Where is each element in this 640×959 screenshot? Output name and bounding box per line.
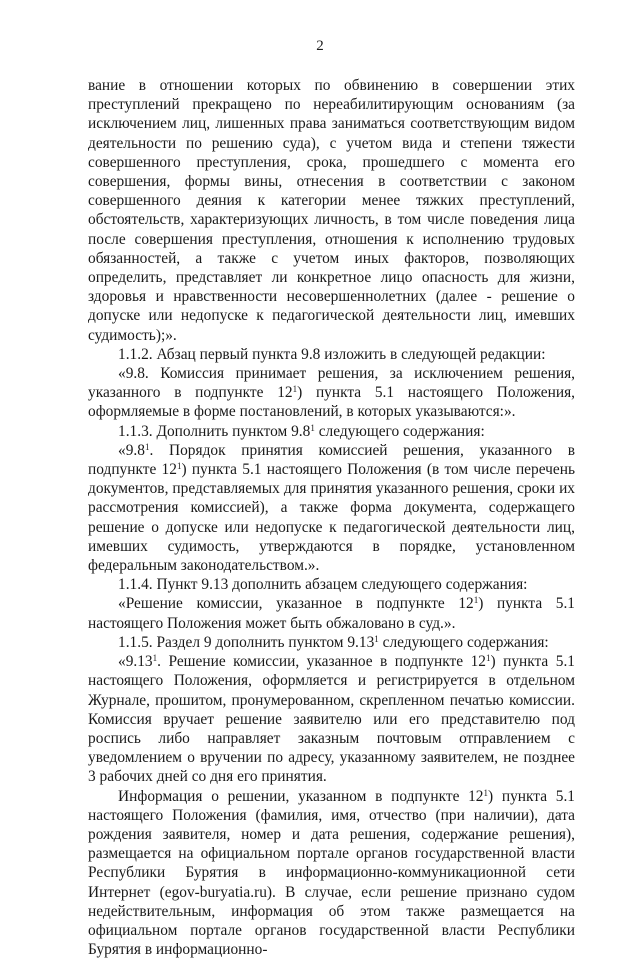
paragraph-9-13-1-quote: «9.13$^1$. Решение комиссии, указанное в подпункте $12^1$) пункта 5.1 настоящего Положения, оформляется и регистрируется в отдельном Журнале, прошитом, пронумерованном, скрепленном печатью комиссии. Комиссия вручает решение заявителю или его представителю под роспись либо направляет заказным почтовым отправлением с уведомлением о вручении по адресу, указанному заявителем, не позднее 3 рабочих дней со дня его принятия. — [88, 653, 575, 786]
paragraph-1-1-4: 1.1.4. Пункт 9.13 дополнить абзацем следующего содержания: — [118, 576, 528, 594]
superscript-marker: 1 — [310, 422, 315, 433]
paragraph-1-1-5: 1.1.5. Раздел 9 дополнить пунктом 9.13$^1$ следующего содержания: — [118, 633, 549, 651]
superscript-marker: 1 — [374, 633, 379, 644]
paragraph-1-1-3: 1.1.3. Дополнить пунктом $9.8^1$ следующего содержания: — [118, 422, 485, 440]
superscript-marker: 1 — [176, 461, 182, 472]
paragraph-9-13-quote: «Решение комиссии, указанное в подпункте $12^1$) пункта 5.1 настоящего Положения может быть обжаловано в суд.». — [88, 595, 575, 632]
superscript-marker: 1 — [473, 595, 479, 606]
paragraph-1-1-2: 1.1.2. Абзац первый пункта 9.8 изложить в следующей редакции: — [118, 345, 546, 363]
superscript-marker: 1 — [483, 787, 489, 798]
paragraph-9-8-1-quote: «$9.8^1$. Порядок принятия комиссией решения, указанного в подпункте $12^1$) пункта 5.1 настоящего Положения (в том числе перечень документов, представляемых для принятия указанного решения, сроки их рассмотрения комиссией), а также форма документа, содержащего решение о допуске или недопуске к педагогической деятельности лиц, имевших судимость, утверждаются в порядке, установленном федеральным законодательством.». — [88, 441, 575, 575]
page-number: 2 — [316, 38, 324, 54]
paragraph-9-8-quote: «9.8. Комиссия принимает решения, за исключением решения, указанного в подпункте $12^1$) пункта 5.1 настоящего Положения, оформляемые в форме постановлений, в которых указываются:». — [88, 365, 575, 421]
superscript-marker: 1 — [292, 384, 298, 395]
paragraph-information: Информация о решении, указанном в подпункте $12^1$) пункта 5.1 настоящего Положения (фамилия, имя, отчество (при наличии), дата рождения заявителя, номер и дата решения, содержание решения), размещается на официальном портале органов государственной власти Республики Бурятия в информационно-коммуникационной сети Интернет (egov-buryatia.ru). В случае, если решение признано судом недействительным, информация об этом также размещается на официальном портале органов государственной власти Республики Бурятия в информационно- — [88, 787, 575, 959]
paragraph-continuation: вание в отношении которых по обвинению в совершении этих преступлений прекращено по нереабилитирующим основаниям (за исключением лиц, лишенных права заниматься соответствующим видом деятельности по решению суда), с учетом вида и степени тяжести совершенного преступления, срока, прошедшего с момента его совершения, формы вины, отнесения в соответствии с законом совершенного деяния к категории менее тяжких преступлений, обстоятельств, характеризующих личность, в том числе поведения лица после совершения преступления, отношения к исполнению трудовых обязанностей, а также с учетом иных факторов, позволяющих определить, представляет ли конкретное лицо опасность для жизни, здоровья и нравственности несовершеннолетних (далее - решение о допуске или недопуске к педагогической деятельности лиц, имевших судимость);». — [88, 77, 575, 344]
superscript-marker: 1 — [152, 653, 158, 664]
document-body — [88, 76, 575, 959]
superscript-marker: 1 — [144, 441, 150, 452]
superscript-marker: 1 — [485, 653, 491, 664]
